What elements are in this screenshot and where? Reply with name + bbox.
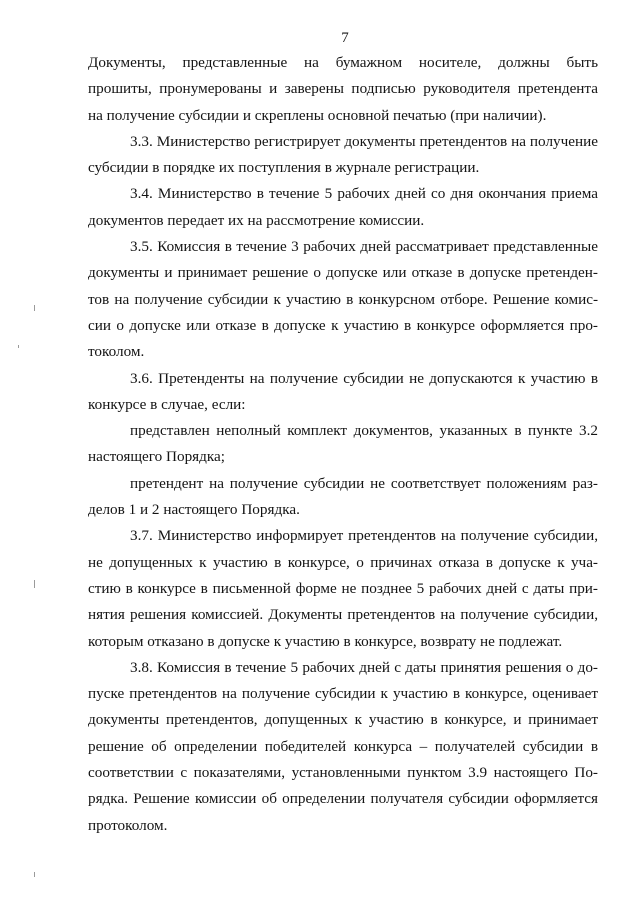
- text-line: представлен неполный комплект документов, указанных в пункте 3.2: [130, 422, 598, 440]
- text-line: которым отказано в допуске к участию в конкурсе, возврату не подлежат.: [88, 632, 563, 650]
- text-line: документы и принимает решение о допуске или отказе в допуске претенден-: [88, 264, 598, 282]
- text-line: прошиты, пронумерованы и заверены подписью руководителя претендента: [88, 80, 598, 98]
- scan-artifact: [34, 872, 35, 877]
- text-line: документов передает их на рассмотрение комиссии.: [88, 211, 425, 229]
- paragraph-p-3-4: [88, 181, 598, 234]
- paragraph-p-3-8: [88, 655, 598, 839]
- text-line: 3.4. Министерство в течение 5 рабочих дней со дня окончания приема: [130, 185, 598, 203]
- text-line: претендент на получение субсидии не соответствует положениям раз-: [130, 474, 598, 492]
- paragraph-p-3-6: [88, 366, 598, 419]
- text-line: настоящего Порядка;: [88, 448, 225, 466]
- text-line: Документы, представленные на бумажном носителе, должны быть: [88, 54, 598, 71]
- text-line: не допущенных к участию в конкурсе, о причинах отказа в допуске к уча-: [88, 553, 598, 571]
- text-line: делов 1 и 2 настоящего Порядка.: [88, 501, 300, 519]
- text-line: 3.8. Комиссия в течение 5 рабочих дней с даты принятия решения о до-: [130, 658, 598, 676]
- text-line: токолом.: [88, 343, 145, 361]
- document-body: [88, 50, 598, 839]
- text-line: 3.7. Министерство информирует претендентов на получение субсидии,: [130, 527, 598, 545]
- text-line: пуске претендентов на получение субсидии к участию в конкурсе, оценивает: [88, 685, 598, 703]
- text-line: конкурсе в случае, если:: [88, 395, 246, 413]
- paragraph-p-3-5: [88, 234, 598, 365]
- text-line: решение об определении победителей конкурса – получателей субсидии в: [88, 737, 598, 755]
- text-line: сии о допуске или отказе в допуске к участию в конкурсе оформляется про-: [88, 316, 598, 334]
- text-line: субсидии в порядке их поступления в журнале регистрации.: [88, 159, 480, 177]
- text-line: на получение субсидии и скреплены основной печатью (при наличии).: [88, 106, 547, 124]
- text-line: соответствии с показателями, установленными пунктом 3.9 настоящего По-: [88, 764, 598, 782]
- paragraph-p-documents-paper: [88, 50, 598, 129]
- text-line: тов на получение субсидии к участию в конкурсном отборе. Решение комис-: [88, 290, 598, 308]
- text-line: 3.5. Комиссия в течение 3 рабочих дней рассматривает представленные: [130, 238, 598, 256]
- scan-artifact: [18, 345, 19, 348]
- scan-artifact: [34, 305, 35, 311]
- paragraph-p-3-3: [88, 129, 598, 182]
- text-line: нятия решения комиссией. Документы претендентов на получение субсидии,: [88, 606, 598, 624]
- text-line: 3.6. Претенденты на получение субсидии не допускаются к участию в: [130, 369, 598, 387]
- text-line: протоколом.: [88, 816, 168, 834]
- text-line: 3.3. Министерство регистрирует документы претендентов на получение: [130, 132, 598, 150]
- text-line: документы претендентов, допущенных к участию в конкурсе, и принимает: [88, 711, 598, 729]
- text-line: рядка. Решение комиссии об определении получателя субсидии оформляется: [88, 790, 598, 808]
- page-number: 7: [341, 30, 349, 46]
- scan-artifact: [34, 580, 35, 588]
- paragraph-p-3-7: [88, 523, 598, 654]
- paragraph-p-3-6-b: [88, 471, 598, 524]
- paragraph-p-3-6-a: [88, 418, 598, 471]
- text-line: стию в конкурсе в письменной форме не позднее 5 рабочих дней с даты при-: [88, 579, 598, 597]
